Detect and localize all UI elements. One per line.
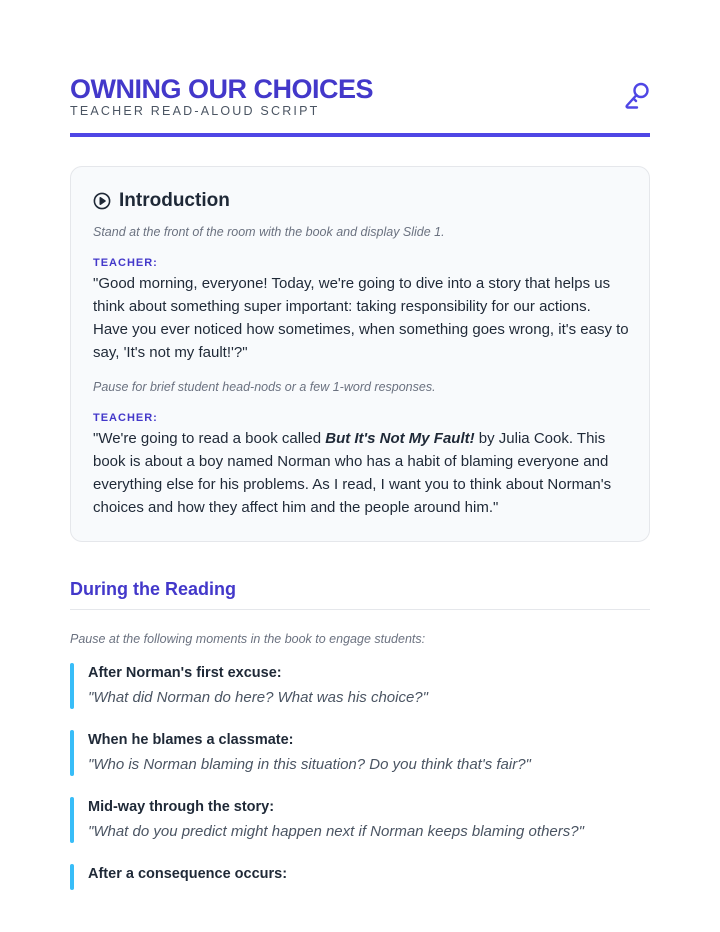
- introduction-heading: Introduction: [119, 190, 230, 211]
- moment-question: "Who is Norman blaming in this situation? Do you think that's fair?": [88, 756, 531, 773]
- moment-question: "What did Norman do here? What was his choice?": [88, 689, 428, 706]
- reading-moment: [70, 797, 650, 843]
- header-divider: [70, 133, 650, 137]
- introduction-header: [93, 189, 230, 213]
- section-divider: [70, 609, 650, 610]
- speaker-label: TEACHER:: [93, 257, 158, 269]
- teacher-line-text: "We're going to read a book called: [93, 430, 326, 447]
- stage-direction: Stand at the front of the room with the book and display Slide 1.: [93, 225, 445, 239]
- moment-accent-bar: [70, 797, 74, 843]
- reading-moment: [70, 730, 650, 776]
- moment-label: Mid-way through the story:: [88, 799, 275, 815]
- moment-label: When he blames a classmate:: [88, 732, 294, 748]
- moment-question: "What do you predict might happen next if Norman keeps blaming others?": [88, 823, 584, 840]
- during-reading-note: Pause at the following moments in the book to engage students:: [70, 632, 426, 646]
- moment-label: After Norman's first excuse:: [88, 665, 282, 681]
- moment-accent-bar: [70, 663, 74, 709]
- page-subtitle: TEACHER READ-ALOUD SCRIPT: [70, 104, 320, 118]
- speaker-label: TEACHER:: [93, 412, 158, 424]
- teacher-line: [93, 427, 629, 519]
- moment-accent-bar: [70, 864, 74, 890]
- moment-label: After a consequence occurs:: [88, 866, 288, 882]
- teacher-line-text: by Julia Cook. This book is about a boy named Norman who has a habit of blaming everyone and everything else for his problems. As I read, I want you to think about Norman's choices and how they affect him and the people around him.": [93, 430, 612, 516]
- book-title: But It's Not My Fault!: [325, 430, 475, 447]
- reading-moment: [70, 663, 650, 709]
- moment-accent-bar: [70, 730, 74, 776]
- stage-direction: Pause for brief student head-nods or a few 1-word responses.: [93, 380, 436, 394]
- play-circle-icon: [93, 192, 111, 210]
- during-reading-heading: During the Reading: [70, 579, 236, 599]
- page-title: OWNING OUR CHOICES: [70, 74, 374, 104]
- microphone-icon: [624, 82, 650, 110]
- teacher-line: "Good morning, everyone! Today, we're going to dive into a story that helps us think about something super important: taking responsibility for our actions. Have you ever noticed how sometimes, when something goes wrong, it's easy to say, 'It's not my fault!'?": [93, 275, 629, 361]
- reading-moment: [70, 864, 650, 890]
- introduction-card: [70, 166, 650, 542]
